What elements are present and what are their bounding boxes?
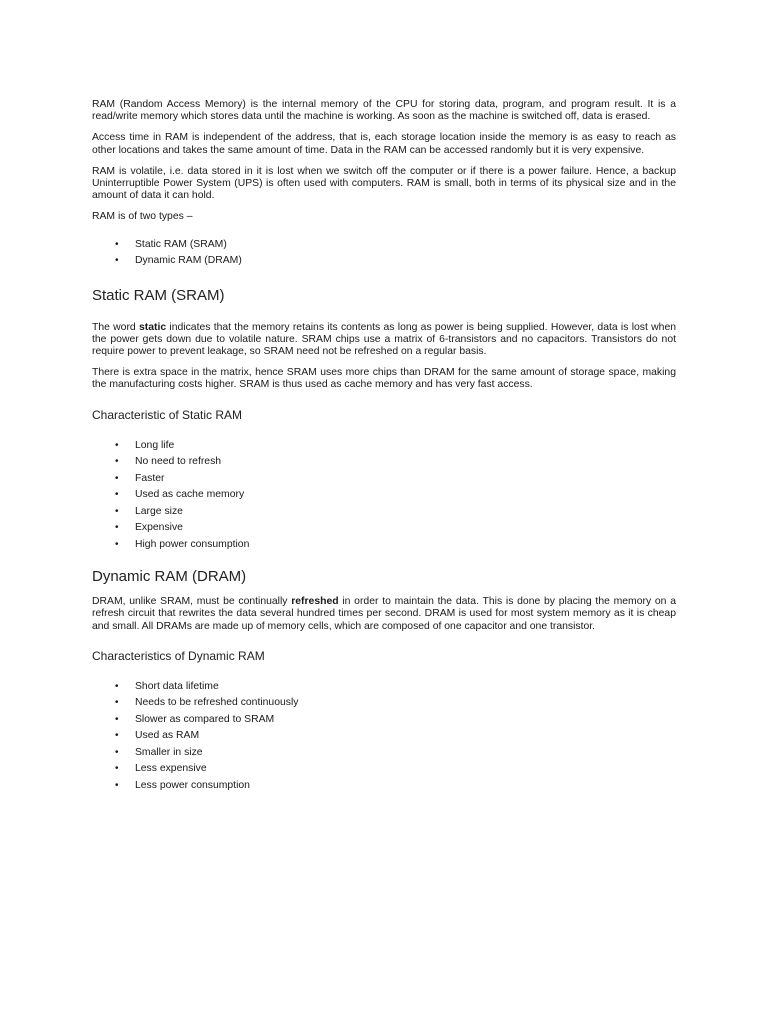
bullet-icon: • [115,746,119,758]
intro-paragraph-1: RAM (Random Access Memory) is the internal memory of the CPU for storing data, program, and program result. It is a read/write memory which stores data until the machine is working. As soon as the machine is switched off, data is erased. [92,99,676,123]
bullet-icon: • [115,763,119,775]
bullet-icon: • [115,505,119,517]
sram-characteristics-heading: Characteristic of Static RAM [92,407,243,422]
list-item: • Dynamic RAM (DRAM) [92,253,676,270]
list-item: • Used as RAM [92,728,676,745]
bullet-icon: • [115,439,119,451]
bullet-icon: • [115,697,119,709]
list-item: • No need to refresh [92,454,676,471]
intro-paragraph-2: Access time in RAM is independent of the address, that is, each storage location inside the memory is as easy to reach as other locations and takes the same amount of time. Data in the RAM can be accessed randomly but it is very expensive. [92,132,676,156]
bullet-icon: • [115,456,119,468]
list-item: • Needs to be refreshed continuously [92,695,676,712]
emphasis-static: static [138,321,167,333]
sram-heading: Static RAM (SRAM) [92,286,225,304]
list-item: • Expensive [92,520,676,537]
list-item: • Less expensive [92,761,676,778]
list-item: • High power consumption [92,537,676,554]
bullet-icon: • [115,538,119,550]
bullet-icon: • [115,472,119,484]
list-item: • Faster [92,471,676,488]
sram-paragraph-1: The word static indicates that the memory retains its contents as long as power is being supplied. However, data is lost when the power gets down due to volatile nature. SRAM chips use a matrix of 6-transistors and no capacitors. Transistors do not require power to prevent leakage, so SRAM need not be refreshed on a regular basis. [92,321,676,358]
intro-paragraph-4: RAM is of two types – [92,211,193,223]
list-item: • Static RAM (SRAM) [92,237,676,254]
bullet-icon: • [115,680,119,692]
bullet-icon: • [115,713,119,725]
dram-paragraph-1: DRAM, unlike SRAM, must be continually refreshed in order to maintain the data. This is done by placing the memory on a refresh circuit that rewrites the data several hundred times per second. DRAM is used for most system memory as it is cheap and small. All DRAMs are made up of memory cells, which are composed of one capacitor and one transistor. [92,596,676,632]
dram-characteristics-list [92,679,676,795]
dram-characteristics-heading: Characteristics of Dynamic RAM [92,648,265,663]
document-page [92,99,676,794]
emphasis-refreshed: refreshed [291,596,339,608]
bullet-icon: • [115,489,119,501]
sram-paragraph-2: There is extra space in the matrix, hence SRAM uses more chips than DRAM for the same amount of storage space, making the manufacturing costs higher. SRAM is thus used as cache memory and has very fast access. [92,367,676,391]
intro-paragraph-3: RAM is volatile, i.e. data stored in it is lost when we switch off the computer or if there is a power failure. Hence, a backup Uninterruptible Power System (UPS) is often used with computers. RAM is small, both in terms of its physical size and in the amount of data it can hold. [92,165,676,202]
bullet-icon: • [115,730,119,742]
ram-types-list [92,237,676,270]
list-item: • Less power consumption [92,778,676,795]
bullet-icon: • [115,779,119,791]
sram-characteristics-list [92,438,676,554]
list-item: • Smaller in size [92,745,676,762]
list-item: • Used as cache memory [92,487,676,504]
bullet-icon: • [115,238,119,250]
dram-heading: Dynamic RAM (DRAM) [92,568,247,586]
list-item: • Short data lifetime [92,679,676,696]
bullet-icon: • [115,255,119,267]
list-item: • Large size [92,504,676,521]
bullet-icon: • [115,522,119,534]
list-item: • Long life [92,438,676,455]
list-item: • Slower as compared to SRAM [92,712,676,729]
